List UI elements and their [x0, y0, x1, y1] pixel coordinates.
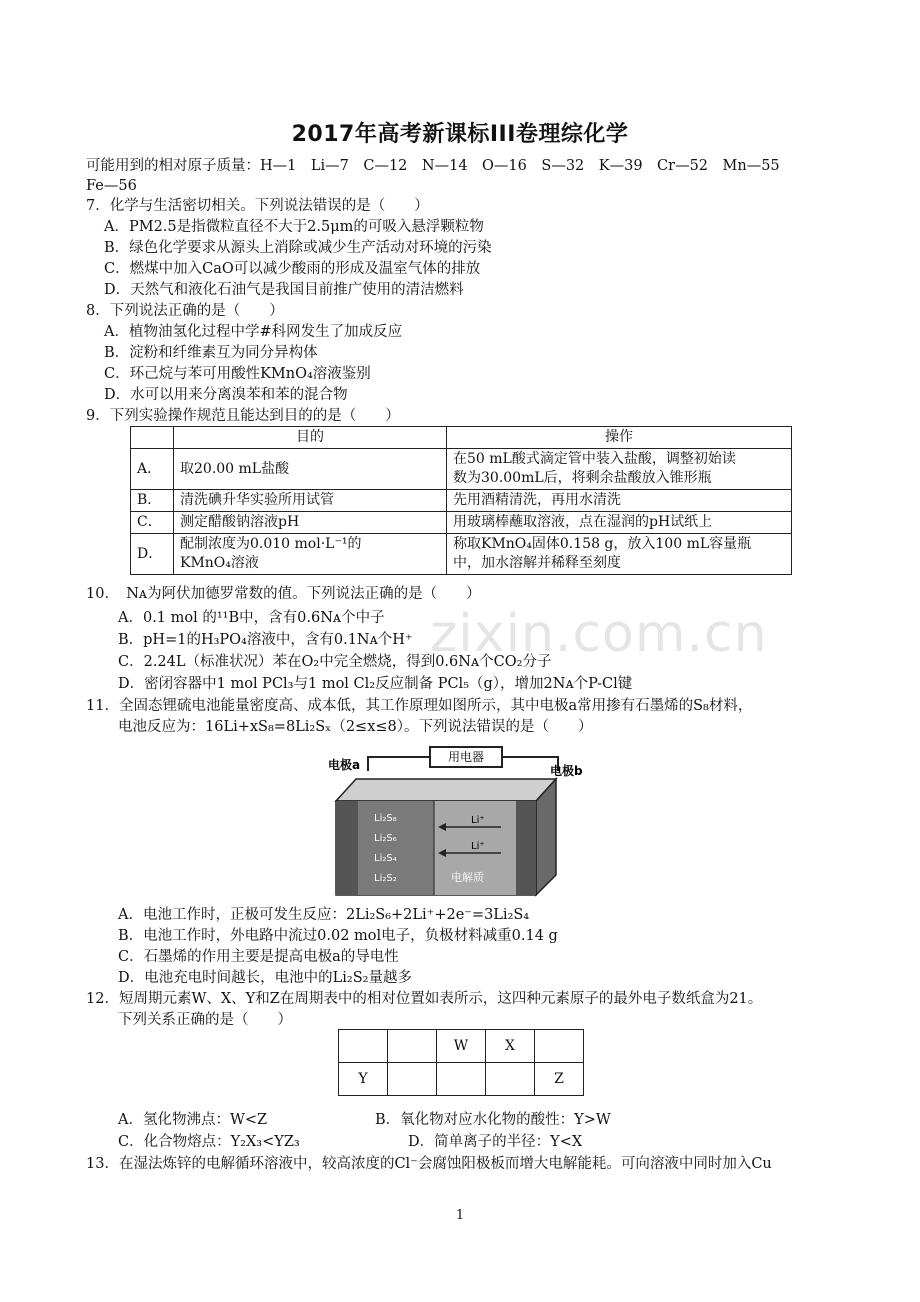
q8-stem: 8．下列说法正确的是（ ） — [86, 303, 284, 319]
row-purpose: 配制浓度为0.010 mol·L⁻¹的 KMnO₄溶液 — [174, 534, 447, 575]
q7-option-a: A．PM2.5是指微粒直径不大于2.5μm的可吸入悬浮颗粒物 — [104, 219, 484, 235]
electrode-a — [336, 801, 358, 895]
q13-stem: 13．在湿法炼锌的电解循环溶液中，较高浓度的Cl⁻会腐蚀阳极板而增大电解能耗。可向溶液中同时加入Cu — [86, 1156, 772, 1172]
table-cell: Z — [535, 1063, 584, 1096]
electrode-b-label: 电极b — [550, 764, 583, 778]
table-cell — [535, 1030, 584, 1063]
q8-option-a: A．植物油氢化过程中学#科网发生了加成反应 — [104, 324, 403, 340]
table-header-cell: 目的 — [174, 427, 447, 449]
q10-option-a: A．0.1 mol 的¹¹B中，含有0.6Nᴀ个中子 — [118, 610, 385, 626]
q7-stem: 7．化学与生活密切相关。下列说法错误的是（ ） — [86, 198, 429, 214]
row-purpose: 清洗碘升华实验所用试管 — [174, 490, 447, 512]
q10-stem: 10． Nᴀ为阿伏加德罗常数的值。下列说法正确的是（ ） — [86, 586, 481, 602]
q12-option-d: D．简单离子的半径：Y<X — [408, 1134, 583, 1150]
table-cell — [388, 1030, 437, 1063]
row-label: A． — [131, 449, 174, 490]
q11-stem-cont: 电池反应为：16Li+xS₈=8Li₂Sₓ（2≤x≤8）。下列说法错误的是（ ） — [118, 719, 593, 735]
table-cell — [339, 1030, 388, 1063]
q11-option-c: C．石墨烯的作用主要是提高电极a的导电性 — [118, 949, 399, 965]
row-purpose: 测定醋酸钠溶液pH — [174, 512, 447, 534]
table-row — [131, 512, 792, 534]
q8-option-d: D．水可以用来分离溴苯和苯的混合物 — [104, 387, 348, 403]
device-label: 用电器 — [447, 750, 485, 764]
q10-option-c: C．2.24L（标准状况）苯在O₂中完全燃烧，得到0.6Nᴀ个CO₂分子 — [118, 654, 552, 670]
q7-option-d: D．天然气和液化石油气是我国目前推广使用的清洁燃料 — [104, 282, 464, 298]
row-purpose: 取20.00 mL盐酸 — [174, 449, 447, 490]
cell-top — [336, 779, 556, 801]
table-cell: X — [486, 1030, 535, 1063]
watermark: zixin.com.cn — [430, 604, 768, 664]
species-label: Li₂S₄ — [374, 853, 397, 864]
q11-option-b: B．电池工作时，外电路中流过0.02 mol电子，负极材料减重0.14 g — [118, 928, 558, 944]
electrode-a-label: 电极a — [328, 758, 361, 772]
table-cell: Y — [339, 1063, 388, 1096]
atomic-masses-line: 可能用到的相对原子质量：H—1 Li—7 C—12 N—14 O—16 S—32 K—39 Cr—52 Mn—55 — [86, 158, 780, 174]
row-operation: 先用酒精清洗，再用水清洗 — [447, 490, 792, 512]
table-cell: W — [437, 1030, 486, 1063]
ion-label: Li⁺ — [471, 815, 485, 826]
row-operation: 称取KMnO₄固体0.158 g，放入100 mL容量瓶 中，加水溶解并稀释至刻度 — [447, 534, 792, 575]
q10-option-d: D．密闭容器中1 mol PCl₃与1 mol Cl₂反应制备 PCl₅（g），增加2Nᴀ个P-Cl键 — [118, 676, 633, 692]
row-operation: 在50 mL酸式滴定管中装入盐酸，调整初始读 数为30.00mL后，将剩余盐酸放入锥形瓶 — [447, 449, 792, 490]
q9-operations-table — [130, 426, 792, 575]
q12-option-b: B．氧化物对应水化物的酸性：Y>W — [375, 1112, 611, 1128]
periodic-table-fragment — [338, 1029, 584, 1096]
q8-option-c: C．环己烷与苯可用酸性KMnO₄溶液鉴别 — [104, 366, 371, 382]
table-cell — [437, 1063, 486, 1096]
species-label: Li₂S₂ — [374, 873, 397, 884]
q12-stem: 12．短周期元素W、X、Y和Z在周期表中的相对位置如表所示，这四种元素原子的最外电子数纸盒为21。 — [86, 991, 763, 1007]
row-operation: 用玻璃棒蘸取溶液，点在湿润的pH试纸上 — [447, 512, 792, 534]
table-row — [131, 534, 792, 575]
electrode-b — [516, 801, 536, 895]
table-row — [131, 490, 792, 512]
page-number: 1 — [455, 1208, 465, 1223]
table-row — [131, 449, 792, 490]
table-row — [339, 1063, 584, 1096]
row-label: D． — [131, 534, 174, 575]
atomic-masses-line-cont: Fe—56 — [86, 178, 137, 194]
q7-option-b: B．绿色化学要求从源头上消除或减少生产活动对环境的污染 — [104, 240, 492, 256]
table-row — [339, 1030, 584, 1063]
q12-option-a: A．氢化物沸点：W<Z — [118, 1112, 268, 1128]
table-header-row — [131, 427, 792, 449]
electrolyte-label: 电解质 — [451, 871, 484, 884]
table-header-cell: 操作 — [447, 427, 792, 449]
q9-stem: 9．下列实验操作规范且能达到目的的是（ ） — [86, 408, 400, 424]
battery-diagram — [326, 745, 594, 900]
q12-stem-cont: 下列关系正确的是（ ） — [118, 1012, 292, 1028]
q8-option-b: B．淀粉和纤维素互为同分异构体 — [104, 345, 318, 361]
q11-option-a: A．电池工作时，正极可发生反应：2Li₂S₆+2Li⁺+2e⁻=3Li₂S₄ — [118, 907, 530, 923]
table-header-cell — [131, 427, 174, 449]
species-label: Li₂S₆ — [374, 833, 397, 844]
page-title: 2017年高考新课标III卷理综化学 — [291, 122, 629, 147]
table-cell — [388, 1063, 437, 1096]
q7-option-c: C．燃煤中加入CaO可以减少酸雨的形成及温室气体的排放 — [104, 261, 481, 277]
q11-option-d: D．电池充电时间越长，电池中的Li₂S₂量越多 — [118, 970, 412, 986]
table-cell — [486, 1063, 535, 1096]
species-label: Li₂S₈ — [374, 813, 397, 824]
q11-stem: 11．全固态锂硫电池能量密度高、成本低，其工作原理如图所示，其中电极a常用掺有石墨烯的S₈材料， — [86, 698, 753, 714]
ion-label: Li⁺ — [471, 841, 485, 852]
row-label: C． — [131, 512, 174, 534]
q12-option-c: C．化合物熔点：Y₂X₃<YZ₃ — [118, 1134, 300, 1150]
q10-option-b: B．pH=1的H₃PO₄溶液中，含有0.1Nᴀ个H⁺ — [118, 632, 413, 648]
row-label: B． — [131, 490, 174, 512]
